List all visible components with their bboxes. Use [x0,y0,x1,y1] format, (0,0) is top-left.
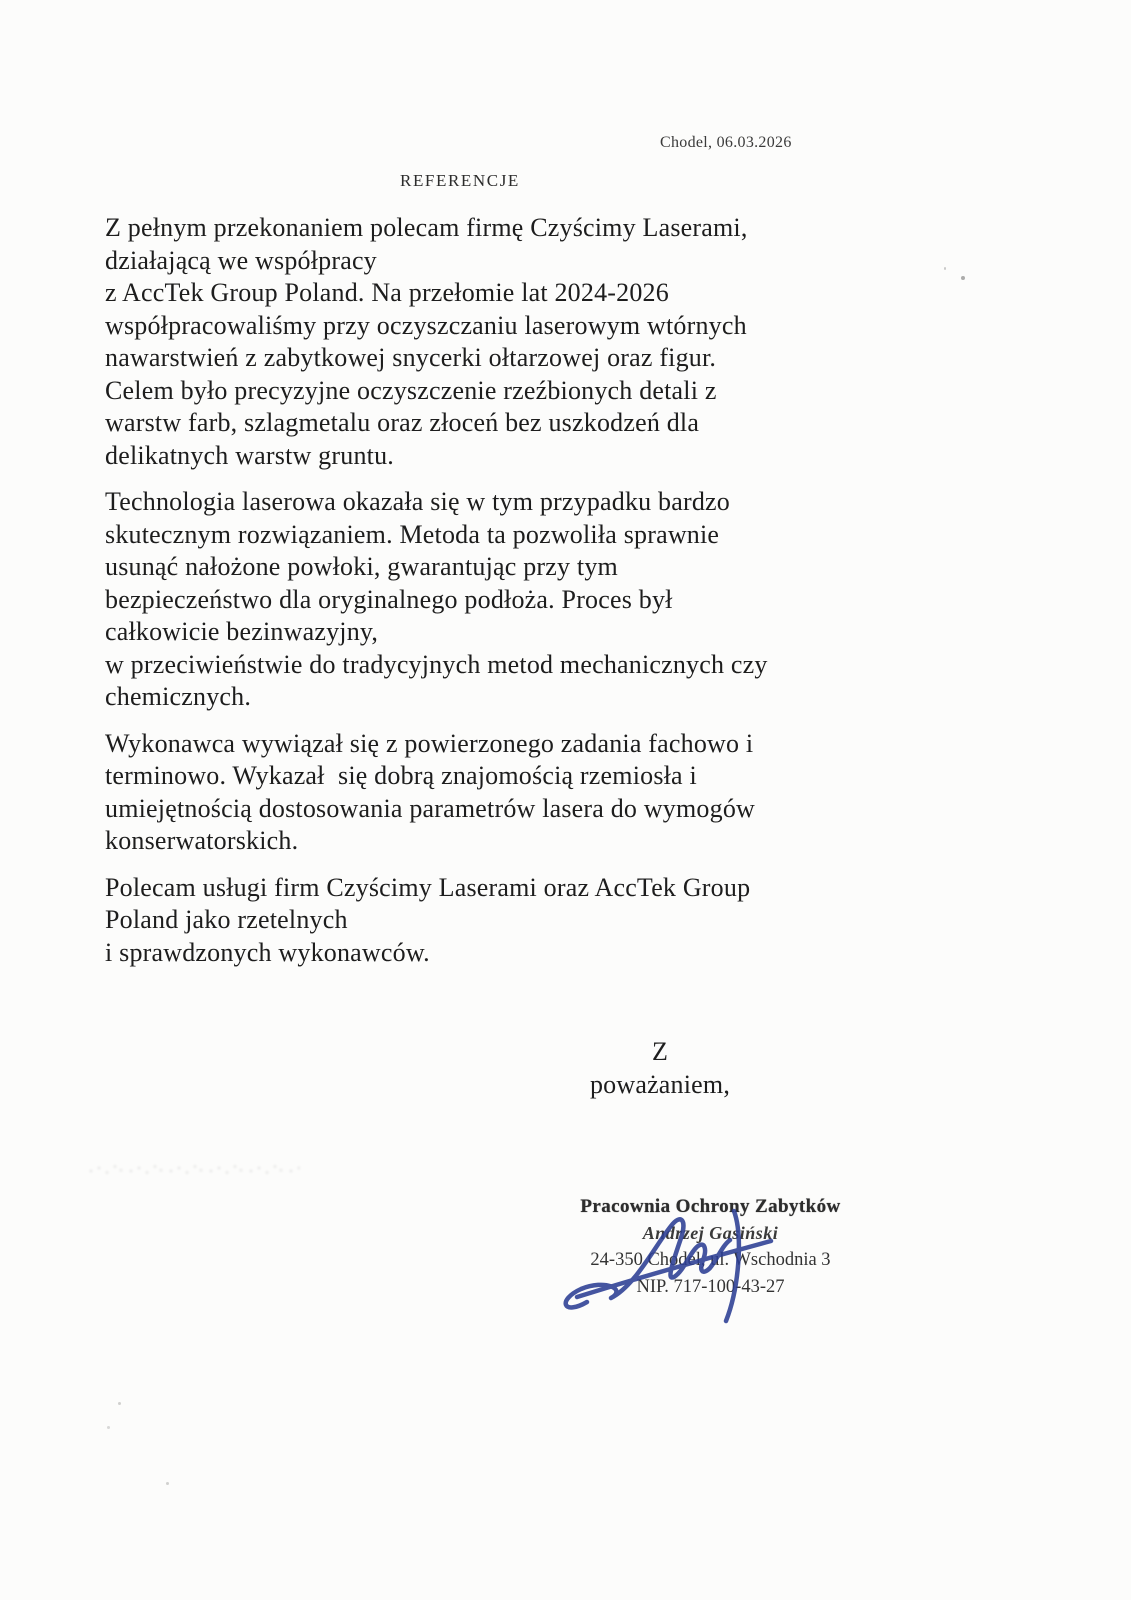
text-line: chemicznych. [105,682,252,711]
stamp-organization: Pracownia Ochrony Zabytków [580,1196,841,1217]
text-line: nawarstwień z zabytkowej snycerki ołtarzowej oraz figur. [105,343,717,372]
letter-title: REFERENCJE [400,171,520,190]
paragraph-4 [105,872,825,970]
text-line: warstw farb, szlagmetalu oraz złoceń bez uszkodzeń dla [105,408,700,437]
text-line: działającą we współpracy [105,245,377,275]
stamp-address: 24-350 Chodel, ul. Wschodnia 3 [590,1250,831,1270]
text-line: konserwatorskich. [105,826,299,855]
text-line: terminowo. Wykazał się dobrą znajomością rzemiosła i [105,761,697,790]
letter-body [105,212,825,983]
text-line: skutecznym rozwiązaniem. Metoda ta pozwoliła sprawnie [105,519,720,549]
handwritten-signature [553,1194,797,1332]
scan-speck [944,267,946,270]
paragraph-3 [105,728,825,858]
paragraph-1 [105,212,825,472]
scan-speck [107,1426,110,1429]
text-line: delikatnych warstw gruntu. [105,440,394,470]
text-line: Technologia laserowa okazała się w tym przypadku bardzo [105,487,730,516]
closing-line-2: poważaniem, [589,1069,731,1099]
signature-descender-stroke [726,1211,739,1321]
text-line: Z pełnym przekonaniem polecam firmę Czyścimy Laserami, [105,213,748,242]
text-line: współpracowaliśmy przy oczyszczaniu laserowym wtórnych [105,310,747,340]
closing-line-1: Z [651,1037,669,1066]
text-line: i sprawdzonych wykonawców. [105,937,430,967]
stamp-nip: NIP. 717-100-43-27 [636,1277,785,1297]
scan-speck [118,1402,121,1405]
text-line: Celem było precyzyjne oczyszczenie rzeźbionych detali z [105,375,717,405]
text-line: umiejętnością dostosowania parametrów lasera do wymogów [105,793,755,823]
text-line: z AccTek Group Poland. Na przełomie lat 2024-2026 [105,278,669,307]
signature-crossing-stroke [577,1241,771,1297]
text-line: usunąć nałożone powłoki, gwarantując przy tym [105,552,618,581]
text-line: Polecam usługi firm Czyścimy Laserami oraz AccTek Group [105,872,751,902]
scan-speck [961,276,965,280]
date-line: Chodel, 06.03.2026 [660,134,792,151]
text-line: całkowicie bezinwazyjny, [105,617,379,646]
scan-speck [166,1482,169,1485]
text-line: Poland jako rzetelnych [105,905,348,934]
text-line: Wykonawca wywiązał się z powierzonego zadania fachowo i [105,728,754,758]
paragraph-2 [105,486,825,714]
closing-salutation [540,1036,780,1101]
text-line: w przeciwieństwie do tradycyjnych metod mechanicznych czy [105,649,768,679]
text-line: bezpieczeństwo dla oryginalnego podłoża. Proces był [105,584,673,614]
stamp-person-name: Andrzej Gasiński [642,1223,779,1243]
faint-scan-smudge [85,1162,300,1177]
